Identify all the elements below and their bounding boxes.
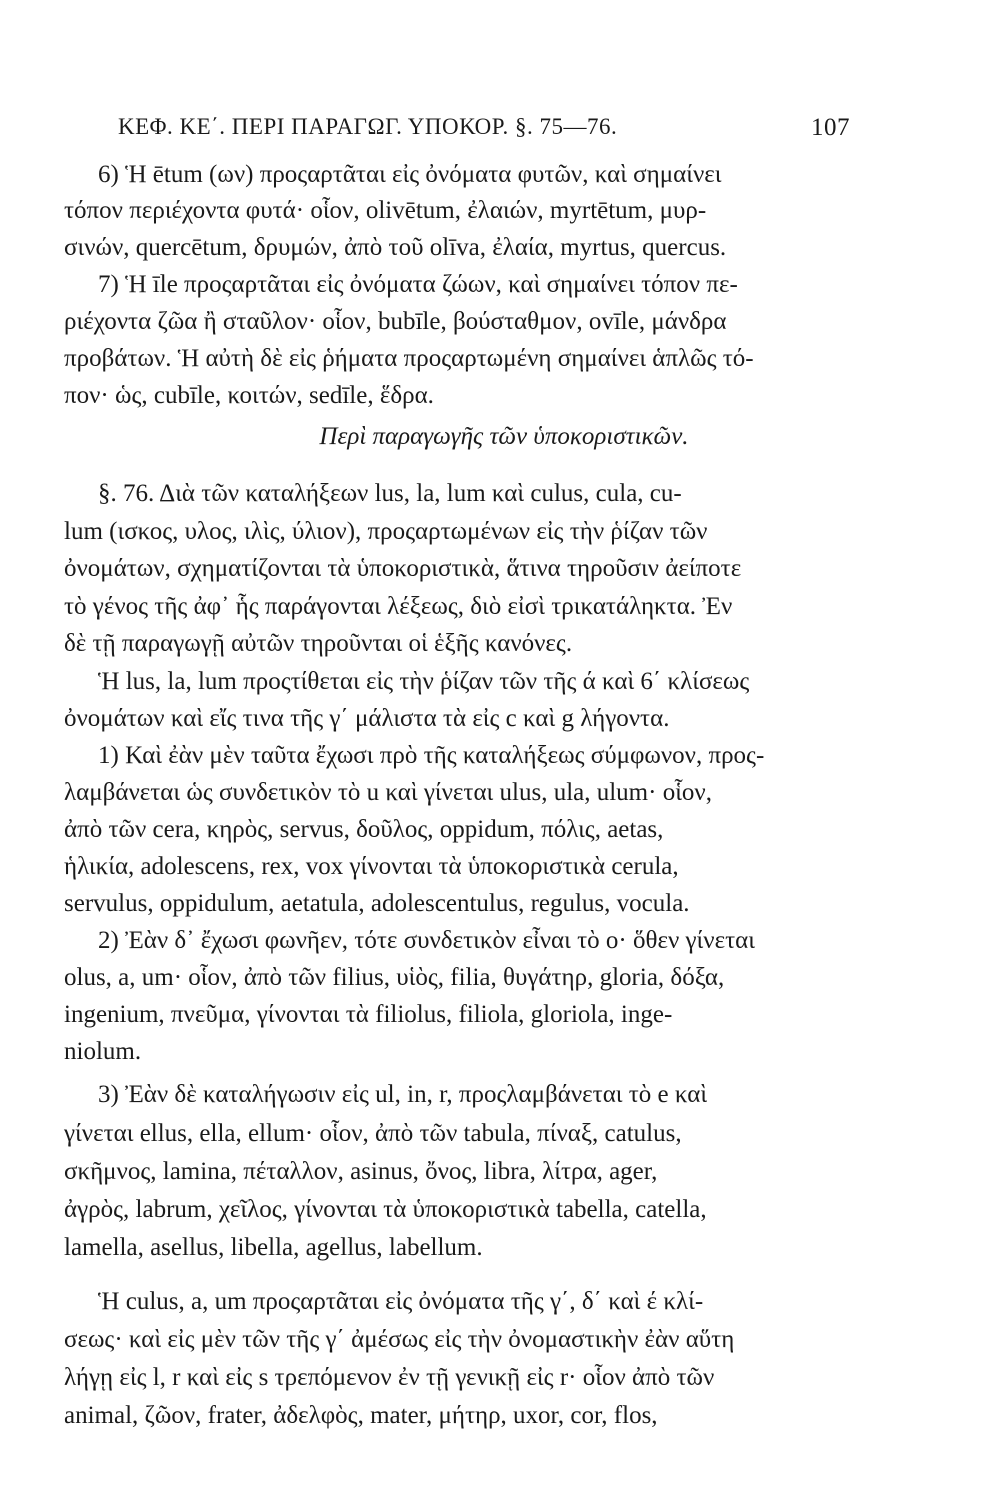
page-number: 107: [811, 114, 850, 141]
running-title: ΚΕΦ. ΚΕ΄. ΠΕΡΙ ΠΑΡΑΓΩΓ. ΥΠΟΚΟΡ. §. 75—76.: [118, 114, 618, 139]
text-line: lum (ισκος, υλος, ιλὶς, ύλιον), προςαρτωμένων εἰς τὴν ῥίζαν τῶν: [64, 518, 708, 545]
text-line: ὀνομάτων, σχηματίζονται τὰ ὑποκοριστικὰ, ἅτινα τηροῦσιν ἀείποτε: [64, 555, 742, 582]
text-line: λαμβάνεται ὡς συνδετικὸν τὸ u καὶ γίνεται ulus, ula, ulum· οἷον,: [64, 779, 712, 806]
text-line: 1) Καὶ ἐὰν μὲν ταῦτα ἔχωσι πρὸ τῆς καταλήξεως σύμφωνον, προς-: [98, 742, 765, 769]
text-line: τὸ γένος τῆς ἀφ᾽ ἧς παράγονται λέξεως, διὸ εἰσὶ τρικατάληκτα. Ἐν: [64, 593, 733, 620]
text-line: §. 76. Διὰ τῶν καταλήξεων lus, la, lum καὶ culus, cula, cu-: [98, 480, 682, 507]
text-line: ριέχοντα ζῶα ἢ σταῦλον· οἷον, bubīle, βούσταθμον, ovīle, μάνδρα: [64, 308, 727, 335]
section-heading: Περὶ παραγωγῆς τῶν ὑποκοριστικῶν.: [319, 423, 689, 450]
text-line: animal, ζῶον, frater, ἀδελφὸς, mater, μήτηρ, uxor, cor, flos,: [64, 1402, 658, 1429]
text-line: ἀπὸ τῶν cera, κηρὸς, servus, δοῦλος, oppidum, πόλις, aetas,: [64, 816, 664, 843]
text-line: niolum.: [64, 1038, 142, 1065]
text-line: Ἡ culus, a, um προςαρτᾶται εἰς ὀνόματα τῆς γ΄, δ΄ καὶ έ κλί-: [98, 1288, 704, 1315]
text-line: σεως· καὶ εἰς μὲν τῶν τῆς γ΄ ἀμέσως εἰς τὴν ὀνομαστικὴν ἐὰν αὕτη: [64, 1326, 735, 1353]
text-line: Ἡ lus, la, lum προςτίθεται εἰς τὴν ῥίζαν τῶν τῆς ά καὶ 6΄ κλίσεως: [98, 668, 750, 695]
text-line: προβάτων. Ἡ αὐτὴ δὲ εἰς ῥήματα προςαρτωμένη σημαίνει ἁπλῶς τό-: [64, 345, 754, 372]
text-line: γίνεται ellus, ella, ellum· οἷον, ἀπὸ τῶν tabula, πίναξ, catulus,: [64, 1120, 682, 1147]
text-line: ἀγρὸς, labrum, χεῖλος, γίνονται τὰ ὑποκοριστικὰ tabella, catella,: [64, 1196, 707, 1223]
running-header: [118, 114, 850, 148]
text-line: δὲ τῇ παραγωγῇ αὐτῶν τηροῦνται οἱ ἑξῆς κανόνες.: [64, 630, 573, 657]
text-line: λήγῃ εἰς l, r καὶ εἰς s τρεπόμενον ἐν τῇ γενικῇ εἰς r· οἷον ἀπὸ τῶν: [64, 1364, 715, 1391]
text-line: πον· ὡς, cubīle, κοιτών, sedīle, ἕδρα.: [64, 382, 434, 409]
text-line: 3) Ἐὰν δὲ καταλήγωσιν εἰς ul, in, r, προςλαμβάνεται τὸ e καὶ: [98, 1081, 708, 1108]
text-line: 2) Ἐὰν δ᾽ ἔχωσι φωνῆεν, τότε συνδετικὸν εἶναι τὸ o· ὅθεν γίνεται: [98, 927, 755, 954]
text-line: τόπον περιέχοντα φυτά· οἷον, olivētum, ἐλαιών, myrtētum, μυρ-: [64, 197, 707, 224]
text-line: ingenium, πνεῦμα, γίνονται τὰ filiolus, filiola, gloriola, inge-: [64, 1001, 673, 1028]
text-line: ἡλικία, adolescens, rex, vox γίνονται τὰ ὑποκοριστικὰ cerula,: [64, 853, 679, 880]
text-line: σινών, quercētum, δρυμών, ἀπὸ τοῦ olīva, ἐλαία, myrtus, quercus.: [64, 234, 727, 261]
text-line: lamella, asellus, libella, agellus, labellum.: [64, 1234, 483, 1261]
text-line: 7) Ἡ īle προςαρτᾶται εἰς ὀνόματα ζώων, καὶ σημαίνει τόπον πε-: [98, 271, 738, 298]
text-line: ὀνομάτων καὶ εἴς τινα τῆς γ΄ μάλιστα τὰ εἰς c καὶ g λήγοντα.: [64, 705, 670, 732]
text-line: servulus, oppidulum, aetatula, adolescentulus, regulus, vocula.: [64, 890, 690, 917]
text-line: 6) Ἡ ētum (ων) προςαρτᾶται εἰς ὀνόματα φυτῶν, καὶ σημαίνει: [98, 161, 722, 188]
text-line: olus, a, um· οἷον, ἀπὸ τῶν filius, υἱὸς, filia, θυγάτηρ, gloria, δόξα,: [64, 964, 725, 991]
text-line: σκῆμνος, lamina, πέταλλον, asinus, ὄνος, libra, λίτρα, ager,: [64, 1158, 658, 1185]
